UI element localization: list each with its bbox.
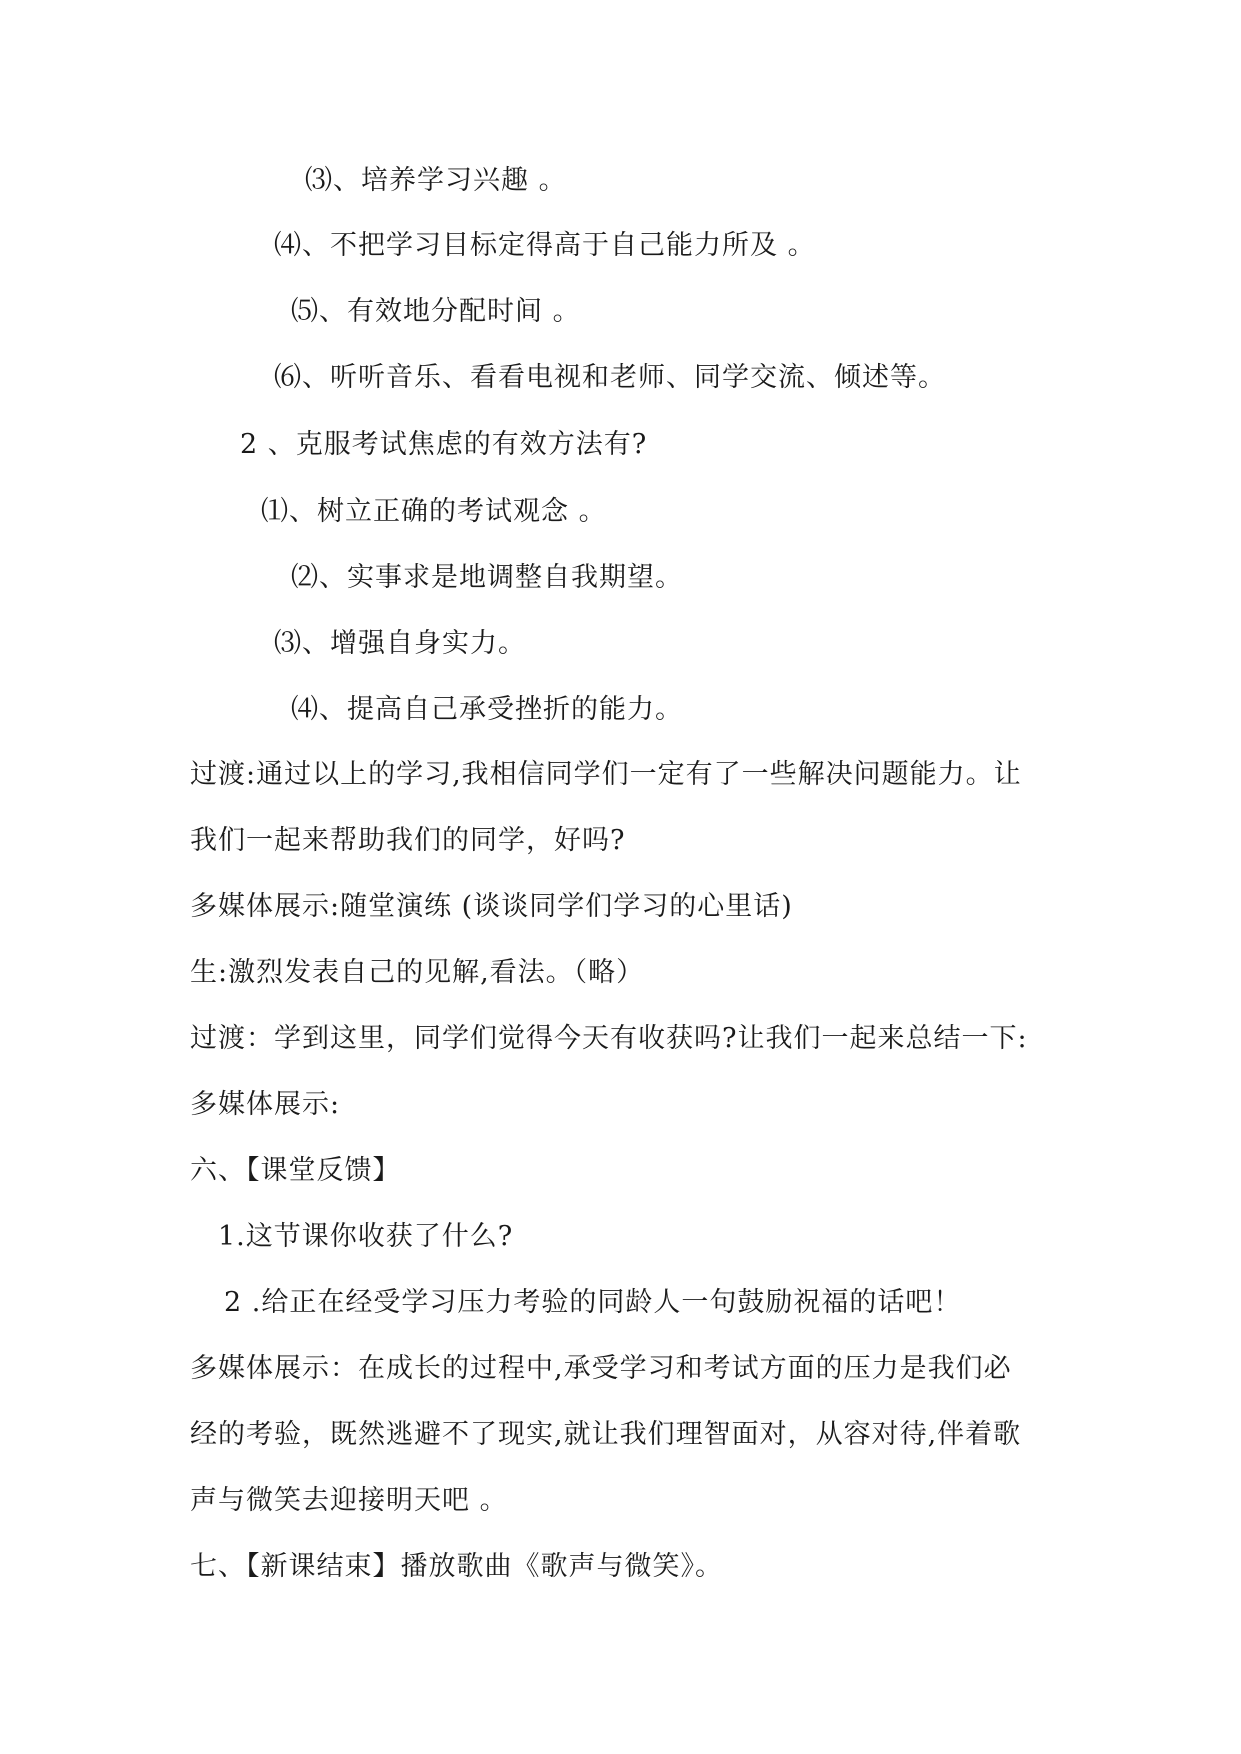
text-line-2: ⑷、不把学习目标定得高于自己能力所及 。	[274, 230, 816, 261]
text-line-19: 多媒体展示：在成长的过程中,承受学习和考试方面的压力是我们必	[190, 1353, 1012, 1384]
text-line-13: 生:激烈发表自己的见解,看法。（略）	[190, 957, 645, 988]
text-line-1: ⑶、培养学习兴趣 。	[305, 165, 567, 196]
text-line-11: 我们一起来帮助我们的同学，好吗?	[190, 825, 626, 856]
text-line-16: 六、【课堂反馈】	[190, 1155, 401, 1186]
text-line-15: 多媒体展示:	[190, 1089, 341, 1120]
text-line-3: ⑸、有效地分配时间 。	[291, 296, 581, 327]
text-line-6: ⑴、树立正确的考试观念 。	[261, 496, 607, 527]
text-line-7: ⑵、实事求是地调整自我期望。	[291, 562, 683, 593]
text-line-17: 1.这节课你收获了什么?	[218, 1221, 514, 1252]
text-line-18: 2 .给正在经受学习压力考验的同龄人一句鼓励祝福的话吧！	[224, 1287, 962, 1318]
text-line-9: ⑷、提高自己承受挫折的能力。	[291, 694, 683, 725]
text-line-4: ⑹、听听音乐、看看电视和老师、同学交流、倾述等。	[274, 362, 946, 393]
text-line-21: 声与微笑去迎接明天吧 。	[190, 1485, 508, 1516]
text-line-10: 过渡:通过以上的学习,我相信同学们一定有了一些解决问题能力。让	[190, 759, 1022, 790]
text-line-5: 2 、克服考试焦虑的有效方法有?	[240, 429, 648, 460]
text-line-14: 过渡：学到这里，同学们觉得今天有收获吗?让我们一起来总结一下:	[190, 1023, 1028, 1054]
text-line-8: ⑶、增强自身实力。	[274, 628, 526, 659]
text-line-20: 经的考验，既然逃避不了现实,就让我们理智面对，从容对待,伴着歌	[190, 1419, 1022, 1450]
text-line-22: 七、【新课结束】播放歌曲《歌声与微笑》。	[190, 1551, 723, 1582]
text-line-12: 多媒体展示:随堂演练 (谈谈同学们学习的心里话)	[190, 891, 793, 922]
